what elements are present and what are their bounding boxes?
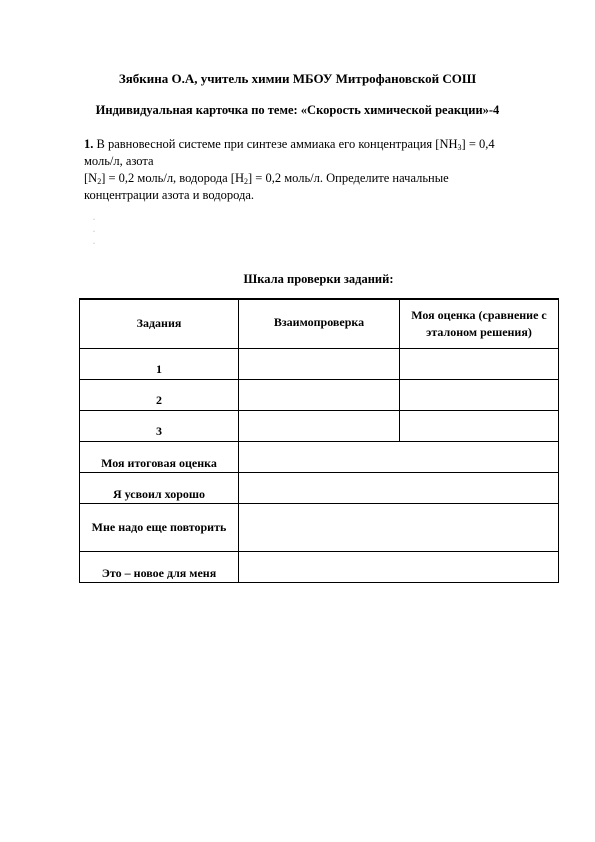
table-row	[80, 551, 559, 582]
self-grade-cell[interactable]	[400, 348, 559, 379]
final-grade-cell[interactable]	[239, 441, 559, 472]
task-number-cell: 1	[80, 348, 239, 379]
author-line: Зябкина О.А, учитель химии МБОУ Митрофановской СОШ	[118, 71, 477, 86]
need-repeat-cell[interactable]	[239, 503, 559, 551]
table-row	[80, 379, 559, 410]
h2-subscript: 2	[244, 177, 248, 186]
task-line-2: моль/л, азота	[84, 154, 154, 168]
peer-check-cell[interactable]	[239, 379, 400, 410]
task-line-4: концентрации азота и водорода.	[84, 188, 255, 202]
self-grade-cell[interactable]	[400, 379, 559, 410]
new-for-me-label: Это – новое для меня	[80, 551, 239, 582]
need-repeat-label: Мне надо еще повторить	[80, 503, 239, 551]
table-row	[80, 503, 559, 551]
task-line-1	[84, 136, 554, 153]
peer-check-cell[interactable]	[239, 410, 400, 441]
scale-title: Шкала проверки заданий:	[243, 272, 394, 286]
check-scale-table	[79, 298, 559, 583]
task-number-cell: 2	[80, 379, 239, 410]
task-number: 1.	[84, 137, 94, 151]
peer-check-cell[interactable]	[239, 348, 400, 379]
column-header: Взаимопроверка	[239, 299, 400, 348]
task-text-3c: ] = 0,2 моль/л. Определите начальные	[248, 171, 449, 185]
table-row	[80, 472, 559, 503]
table-row	[80, 348, 559, 379]
learned-well-label: Я усвоил хорошо	[80, 472, 239, 503]
task-number-cell: 3	[80, 410, 239, 441]
task-text-3a: [N	[84, 171, 98, 185]
task-line-3	[84, 170, 554, 187]
task-1	[84, 136, 554, 204]
column-header: Задания	[80, 299, 239, 348]
table-header-row	[80, 299, 559, 348]
nh3-subscript: 3	[457, 143, 462, 152]
card-subtitle: Индивидуальная карточка по теме: «Скорость химической реакции»-4	[95, 103, 500, 117]
self-grade-cell[interactable]	[400, 410, 559, 441]
new-for-me-cell[interactable]	[239, 551, 559, 582]
blank-answer-marks: · · ·	[93, 217, 95, 247]
task-text-1-end: ] = 0,4	[461, 137, 495, 151]
n2-subscript: 2	[97, 177, 102, 186]
learned-well-cell[interactable]	[239, 472, 559, 503]
table-row	[80, 410, 559, 441]
column-header: Моя оценка (сравнение с эталоном решения)	[400, 299, 559, 348]
table-row	[80, 441, 559, 472]
final-grade-label: Моя итоговая оценка	[80, 441, 239, 472]
task-text-3b: ] = 0,2 моль/л, водорода [H	[101, 171, 244, 185]
task-text-1: В равновесной системе при синтезе аммиака его концентрация [NH	[96, 137, 458, 151]
